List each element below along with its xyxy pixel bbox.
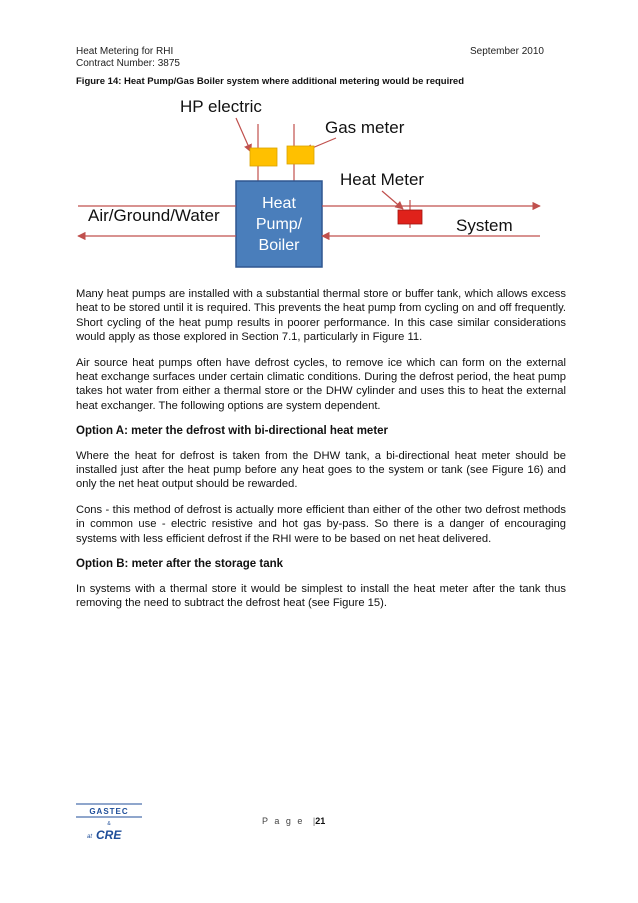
heat-meter-box (398, 210, 422, 224)
section-heading-option-a: Option A: meter the defrost with bi-directional heat meter (76, 425, 389, 438)
header-title: Heat Metering for RHI (76, 46, 174, 57)
page-separator: | (312, 816, 316, 826)
logo-ampersand: & (107, 821, 111, 827)
label-air-ground-water: Air/Ground/Water (88, 206, 220, 225)
heat-pump-label-line1: Heat (262, 195, 296, 212)
label-heat-meter: Heat Meter (340, 170, 425, 189)
paragraph: Cons - this method of defrost is actually more efficient than either of the other two defrost methods in common use - electric resistive and hot gas by-pass. So there is a danger of encouraging systems with less efficient defrost if the RHI were to be based on net heat delivered. (76, 503, 566, 545)
paragraph: Where the heat for defrost is taken from the DHW tank, a bi-directional heat meter should be installed just after the heat pump before any heat goes to the system or tank (see Figure 16) and only the net heat output should be rewarded. (76, 449, 566, 491)
electric-meter-box (250, 148, 277, 166)
label-gas-meter: Gas meter (325, 118, 405, 137)
page-word: P a g e (262, 816, 305, 826)
page-footer (262, 816, 325, 826)
label-hp-electric: HP electric (180, 97, 262, 116)
running-header-left (76, 46, 180, 70)
heat-pump-label-line3: Boiler (258, 237, 300, 254)
body-text (76, 287, 566, 621)
paragraph: Many heat pumps are installed with a substantial thermal store or buffer tank, which allows excess heat to be stored until it is required. This prevents the heat pump from cycling on and off frequently. Short cycling of the heat pump results in poorer performance. In this case similar considerations would apply as those explored in Section 7.1, particularly in Figure 11. (76, 288, 566, 344)
arrow-hp-electric (236, 118, 251, 152)
gas-meter-box (287, 146, 314, 164)
label-system: System (456, 216, 513, 235)
logo-top-text: GASTEC (89, 807, 129, 816)
heat-pump-label-line2: Pump/ (255, 216, 303, 233)
paragraph: Air source heat pumps often have defrost cycles, to remove ice which can form on the external heat exchange surfaces under certain climatic conditions. During the defrost period, the heat pump takes hot water from either a thermal store or the DHW cylinder and uses this to heat the external heat exchanger. The following options are system dependent. (76, 356, 566, 412)
paragraph: In systems with a thermal store it would be simplest to install the heat meter after the tank thus removing the need to subtract the defrost heat (see Figure 15). (76, 582, 566, 609)
logo-at: at (87, 834, 93, 840)
gastec-cre-logo (74, 802, 144, 844)
logo-cre-text: CRE (96, 828, 122, 842)
header-date: September 2010 (470, 46, 544, 57)
figure-caption: Figure 14: Heat Pump/Gas Boiler system where additional metering would be required (76, 76, 465, 87)
header-contract: Contract Number: 3875 (76, 58, 180, 69)
heat-pump-diagram (0, 90, 638, 280)
section-heading-option-b: Option B: meter after the storage tank (76, 558, 284, 571)
page-number: 21 (315, 816, 326, 826)
